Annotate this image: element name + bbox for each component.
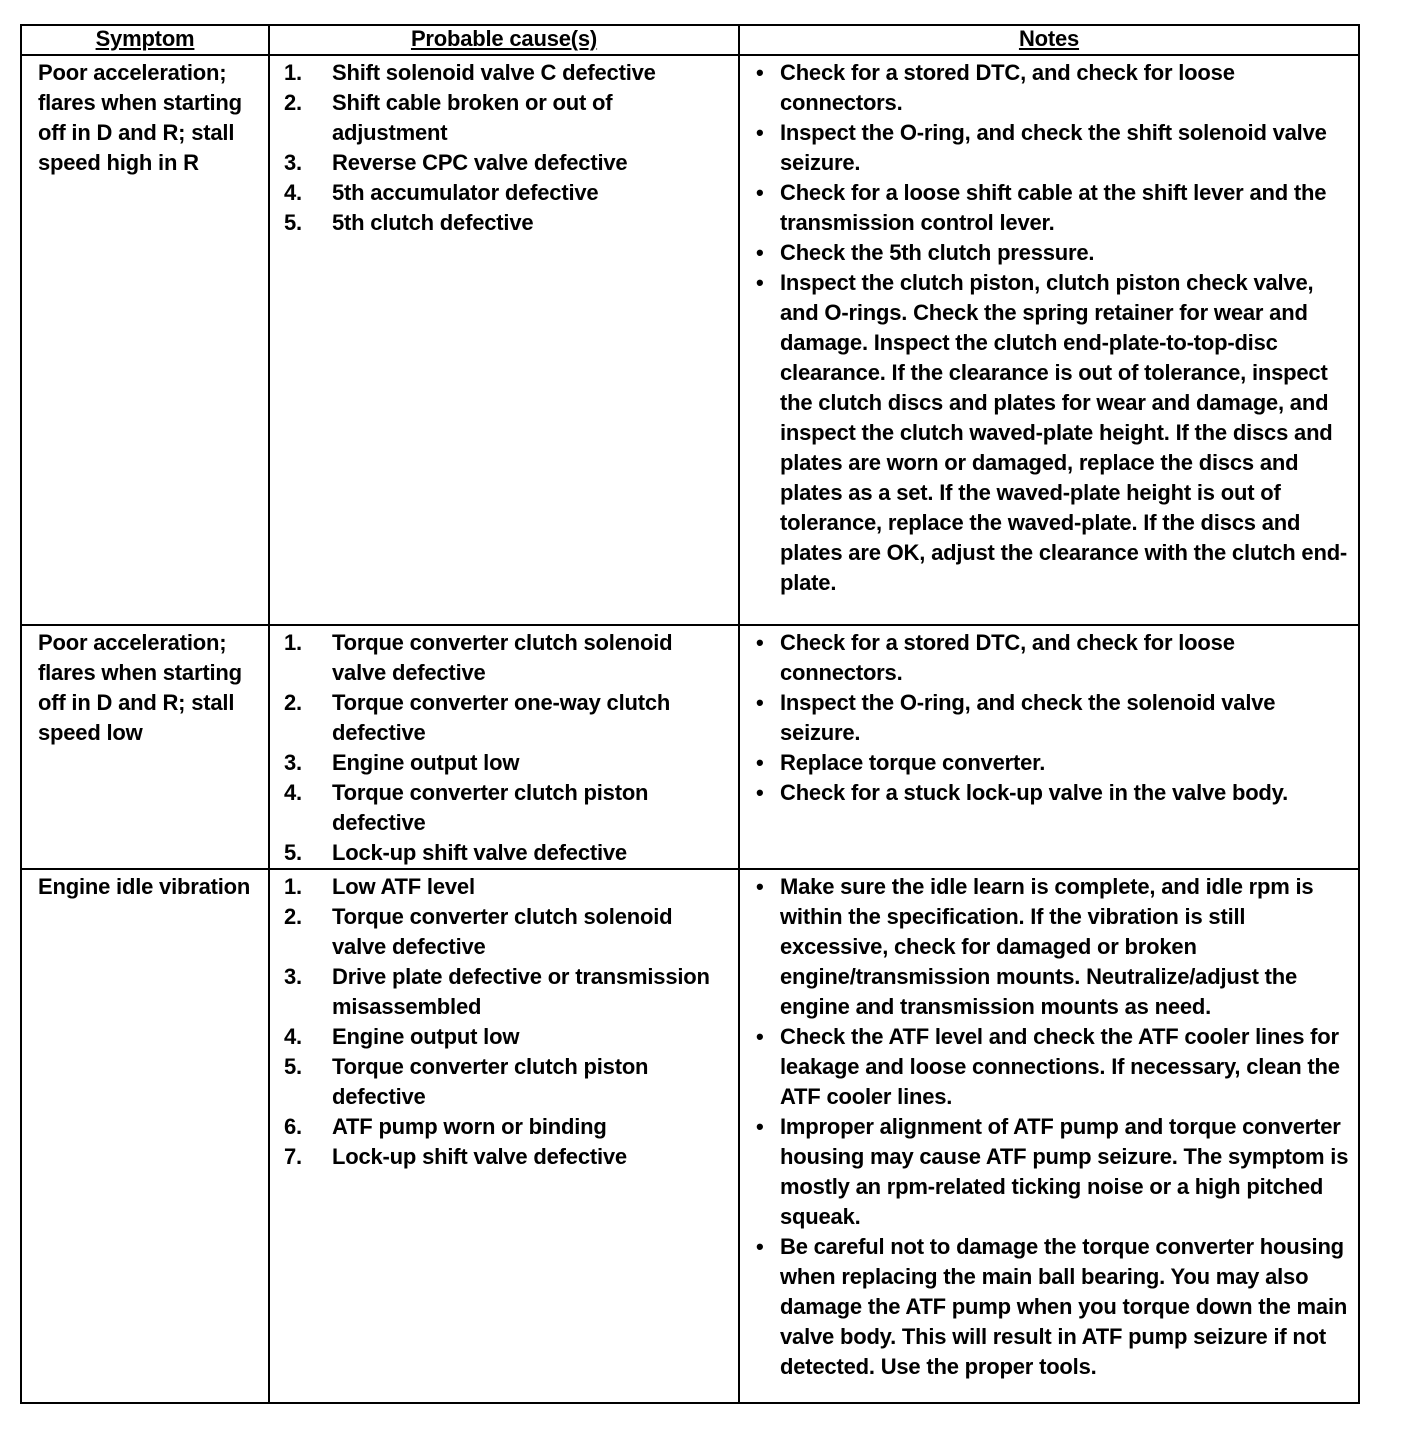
table-row: [21, 625, 1359, 869]
note-item: [754, 688, 1350, 748]
note-text: Improper alignment of ATF pump and torque converter housing may cause ATF pump seizure. The symptom is mostly an rpm-related ticking noise or a high pitched squeak.: [780, 1114, 1349, 1229]
note-item: [754, 628, 1350, 688]
note-item: [754, 872, 1350, 1022]
cause-number: 4.: [284, 180, 302, 205]
bullet-icon: •: [756, 180, 764, 205]
note-text: Check for a loose shift cable at the shift lever and the transmission control lever.: [780, 180, 1327, 235]
note-list: [754, 872, 1350, 1382]
note-text: Be careful not to damage the torque converter housing when replacing the main ball bearing. You may also damage the ATF pump when you torque down the main valve body. This will result in ATF pump seizure if not detected. Use the proper tools.: [780, 1234, 1348, 1379]
bullet-icon: •: [756, 1114, 764, 1139]
causes-cell: [269, 625, 739, 869]
note-item: [754, 178, 1350, 238]
bullet-icon: •: [756, 630, 764, 655]
cause-number: 5.: [284, 840, 302, 865]
causes-cell: [269, 869, 739, 1403]
note-text: Make sure the idle learn is complete, and idle rpm is within the specification. If the vibration is still excessive, check for damaged or broken engine/transmission mounts. Neutralize/adjust the engine and transmission mounts as need.: [780, 874, 1314, 1019]
bullet-icon: •: [756, 270, 764, 295]
cause-text: Torque converter clutch solenoid valve defective: [332, 630, 673, 685]
cause-list: [284, 58, 730, 238]
bullet-icon: •: [756, 750, 764, 775]
cause-list: [284, 872, 730, 1172]
header-symptom: Symptom: [21, 25, 269, 55]
cause-text: Torque converter clutch piston defective: [332, 780, 649, 835]
symptom-cell: Poor acceleration; flares when starting off in D and R; stall speed low: [21, 625, 269, 869]
cause-number: 4.: [284, 1024, 302, 1049]
cause-item: [284, 178, 730, 208]
note-item: [754, 748, 1350, 778]
cause-item: [284, 88, 730, 148]
cause-item: [284, 58, 730, 88]
cause-text: Engine output low: [332, 750, 520, 775]
note-item: [754, 268, 1350, 598]
cause-text: Torque converter clutch piston defective: [332, 1054, 649, 1109]
cause-text: Drive plate defective or transmission misassembled: [332, 964, 710, 1019]
note-list: [754, 58, 1350, 598]
cause-number: 2.: [284, 90, 302, 115]
note-item: [754, 1022, 1350, 1112]
note-item: [754, 1232, 1350, 1382]
cause-number: 3.: [284, 964, 302, 989]
note-text: Check the ATF level and check the ATF cooler lines for leakage and loose connections. If necessary, clean the ATF cooler lines.: [780, 1024, 1340, 1109]
cause-number: 4.: [284, 780, 302, 805]
bullet-icon: •: [756, 1024, 764, 1049]
note-item: [754, 778, 1350, 808]
note-list: [754, 628, 1350, 808]
cause-number: 3.: [284, 150, 302, 175]
note-item: [754, 238, 1350, 268]
note-text: Inspect the clutch piston, clutch piston check valve, and O-rings. Check the spring retainer for wear and damage. Inspect the clutch end-plate-to-top-disc clearance. If the clearance is out of tolerance, inspect the clutch discs and plates for wear and damage, and inspect the clutch waved-plate height. If the discs and plates are worn or damaged, replace the discs and plates as a set. If the waved-plate height is out of tolerance, replace the waved-plate. If the discs and plates are OK, adjust the clearance with the clutch end-plate.: [780, 270, 1348, 595]
cause-number: 5.: [284, 210, 302, 235]
cause-item: [284, 838, 730, 868]
note-text: Check the 5th clutch pressure.: [780, 240, 1095, 265]
cause-text: Shift cable broken or out of adjustment: [332, 90, 613, 145]
cause-item: [284, 962, 730, 1022]
notes-cell: [739, 869, 1359, 1403]
cause-item: [284, 148, 730, 178]
cause-item: [284, 778, 730, 838]
cause-text: Engine output low: [332, 1024, 520, 1049]
note-text: Check for a stuck lock-up valve in the valve body.: [780, 780, 1288, 805]
cause-item: [284, 1112, 730, 1142]
note-text: Inspect the O-ring, and check the solenoid valve seizure.: [780, 690, 1276, 745]
cause-item: [284, 688, 730, 748]
cause-text: 5th clutch defective: [332, 210, 534, 235]
cause-number: 6.: [284, 1114, 302, 1139]
bullet-icon: •: [756, 240, 764, 265]
cause-number: 2.: [284, 690, 302, 715]
notes-cell: [739, 55, 1359, 625]
table-row: [21, 869, 1359, 1403]
note-item: [754, 118, 1350, 178]
cause-text: ATF pump worn or binding: [332, 1114, 607, 1139]
cause-number: 1.: [284, 874, 302, 899]
table-row: [21, 55, 1359, 625]
causes-cell: [269, 55, 739, 625]
cause-text: Torque converter one-way clutch defective: [332, 690, 671, 745]
cause-number: 1.: [284, 630, 302, 655]
note-text: Check for a stored DTC, and check for loose connectors.: [780, 60, 1235, 115]
cause-text: Lock-up shift valve defective: [332, 840, 627, 865]
header-probable-causes: Probable cause(s): [269, 25, 739, 55]
notes-cell: [739, 625, 1359, 869]
cause-text: 5th accumulator defective: [332, 180, 599, 205]
cause-item: [284, 748, 730, 778]
symptom-cell: Engine idle vibration: [21, 869, 269, 1403]
bullet-icon: •: [756, 1234, 764, 1259]
cause-item: [284, 1022, 730, 1052]
cause-text: Shift solenoid valve C defective: [332, 60, 656, 85]
cause-number: 7.: [284, 1144, 302, 1169]
note-text: Replace torque converter.: [780, 750, 1046, 775]
header-row: [21, 25, 1359, 55]
cause-number: 2.: [284, 904, 302, 929]
cause-number: 1.: [284, 60, 302, 85]
cause-item: [284, 1142, 730, 1172]
cause-item: [284, 902, 730, 962]
note-text: Check for a stored DTC, and check for loose connectors.: [780, 630, 1235, 685]
note-text: Inspect the O-ring, and check the shift solenoid valve seizure.: [780, 120, 1327, 175]
bullet-icon: •: [756, 690, 764, 715]
note-item: [754, 1112, 1350, 1232]
cause-item: [284, 208, 730, 238]
cause-text: Low ATF level: [332, 874, 475, 899]
bullet-icon: •: [756, 874, 764, 899]
troubleshooting-table: [20, 24, 1360, 1404]
bullet-icon: •: [756, 780, 764, 805]
cause-text: Torque converter clutch solenoid valve defective: [332, 904, 673, 959]
header-notes: Notes: [739, 25, 1359, 55]
cause-item: [284, 1052, 730, 1112]
symptom-cell: Poor acceleration; flares when starting off in D and R; stall speed high in R: [21, 55, 269, 625]
cause-list: [284, 628, 730, 868]
cause-text: Lock-up shift valve defective: [332, 1144, 627, 1169]
cause-number: 3.: [284, 750, 302, 775]
cause-item: [284, 872, 730, 902]
bullet-icon: •: [756, 120, 764, 145]
note-item: [754, 58, 1350, 118]
bullet-icon: •: [756, 60, 764, 85]
cause-text: Reverse CPC valve defective: [332, 150, 628, 175]
cause-item: [284, 628, 730, 688]
cause-number: 5.: [284, 1054, 302, 1079]
